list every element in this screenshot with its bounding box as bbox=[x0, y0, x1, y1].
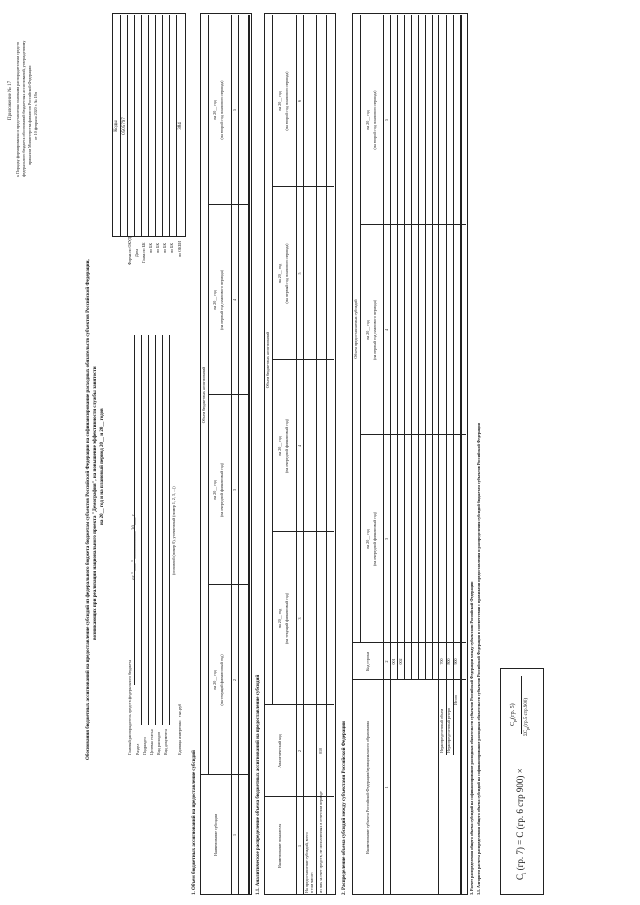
s2-num: 5 bbox=[384, 119, 389, 121]
s11-row-unexecuted-code: 010 bbox=[318, 748, 323, 754]
s1-col-name: Наименование субсидии bbox=[213, 814, 218, 856]
s1-col-y3-sub: (на второй год планового периода) bbox=[219, 80, 224, 140]
s11-col-y3: на 20__ год bbox=[277, 91, 282, 111]
s11-col-code: Аналитический код bbox=[277, 734, 282, 768]
s2-total: Итого bbox=[453, 694, 458, 705]
s2-reserve-code: 800 bbox=[446, 658, 451, 665]
formula-lhs bbox=[516, 768, 528, 880]
s2-num: 2 bbox=[384, 660, 389, 663]
s1-num: 2 bbox=[232, 679, 237, 681]
s11-col-name: Наименование показателя bbox=[277, 823, 282, 869]
s11-col-y1-sub: (на очередной финансовый год) bbox=[284, 418, 289, 474]
document-title: Обоснования бюджетных ассигнований на предоставление субсидий из федерального бюджета бюджетам субъектов Российской Федерации на софинансирование расходных обязательств субъектов Российской Федерации, bbox=[86, 259, 91, 760]
s2-col-y3: на 20__ год bbox=[365, 110, 370, 130]
s11-row-unexecuted: из них за счет средств, не исполненных в отчетном периоде bbox=[318, 791, 323, 893]
formula-sum: Σ bbox=[524, 733, 529, 736]
date-caption: (основной (номер 0), уточненный (номер 1, 2, 3, ...)) bbox=[171, 486, 176, 575]
s11-num: 2 bbox=[297, 750, 302, 752]
formula-denominator bbox=[524, 698, 530, 736]
table-row-line bbox=[272, 15, 273, 705]
razdel-code-label: по БК bbox=[148, 242, 153, 253]
codes-row-line bbox=[120, 15, 121, 237]
field-label-vid-rashodov: Вид расходов bbox=[156, 732, 161, 755]
s11-col-group: Объем бюджетных ассигнований bbox=[265, 331, 270, 389]
s1-col-group: Объем бюджетных ассигнований bbox=[201, 366, 206, 424]
table-row-line bbox=[404, 15, 405, 680]
codes-row-line bbox=[162, 15, 163, 237]
table-row-line bbox=[411, 15, 412, 680]
okei-value: 384 bbox=[178, 122, 183, 130]
okei-label: по ОКЕИ bbox=[177, 240, 182, 257]
s2-row-code: 001 bbox=[391, 658, 396, 665]
s2-col-y1-sub: (на очередной финансовый год) bbox=[372, 511, 377, 567]
s1-num: 3 bbox=[232, 489, 237, 491]
table-row-line bbox=[432, 15, 433, 680]
table-row-line bbox=[360, 15, 361, 643]
s1-col-y0: на 20__ год bbox=[212, 670, 217, 690]
field-line bbox=[134, 335, 135, 685]
s1-col-y0-sub: (на текущий финансовый год) bbox=[219, 654, 224, 706]
table-row-line bbox=[303, 15, 304, 895]
s1-col-y2-sub: (на первый год планового периода) bbox=[219, 270, 224, 330]
table-row-line bbox=[397, 15, 398, 680]
section3-subtitle: 3.1. Алгоритм расчета распределения общего объема субсидий на софинансирование расходных обязательств субъектов Российской Федерации в соответствии с правилами предоставления и распределения субсидий бюджетам субъектов Российской Федерации bbox=[476, 423, 481, 895]
appendix-line: приказом Министерства финансов Российской Федерации bbox=[27, 65, 32, 165]
glava-label: Глава по БК bbox=[141, 242, 146, 263]
formula-den-c: C bbox=[524, 729, 529, 734]
s11-col-y1: на 20__ год bbox=[277, 436, 282, 456]
section11-title: 1.1. Аналитическое распределение объема бюджетных ассигнований на предоставление субсидий bbox=[256, 674, 261, 895]
s11-row-total: На предоставление субсидий, всего bbox=[304, 832, 309, 893]
field-label-units: Единица измерения: bbox=[177, 720, 182, 755]
table-row-line bbox=[316, 15, 317, 895]
s11-num: 5 bbox=[297, 272, 302, 275]
formula-box bbox=[500, 668, 544, 895]
field-label-csr: Целевая статья bbox=[149, 729, 154, 755]
csr-code-label: по БК bbox=[162, 242, 167, 253]
table-row-line bbox=[460, 15, 462, 895]
s11-col-y2: на 20__ год bbox=[277, 263, 282, 284]
s1-col-y1-sub: (на очередной финансовый год) bbox=[219, 462, 224, 518]
document-date: от " ___ " ___________ 20___ г. bbox=[132, 513, 137, 580]
table-row-line bbox=[383, 15, 384, 895]
codes-row-line bbox=[134, 15, 135, 237]
section2-title: 2. Распределение объема субсидий между субъектами Российской Федерации bbox=[342, 721, 347, 895]
codes-row-line bbox=[176, 15, 177, 237]
formula-den-sub: рi bbox=[525, 726, 530, 730]
s2-num: 1 bbox=[384, 786, 389, 789]
units-value: тыс.руб bbox=[177, 703, 182, 717]
appendix-line: от 10 февраля 2020 г. № 18н bbox=[33, 92, 38, 140]
table-row-line bbox=[326, 15, 327, 895]
s1-col-y3: на 20__ год bbox=[212, 100, 217, 120]
formula-num-sub: рi bbox=[512, 718, 518, 722]
s2-row-code: 002 bbox=[398, 658, 403, 665]
s2-total-code: 900 bbox=[453, 658, 458, 665]
field-line bbox=[148, 335, 149, 725]
s2-num: 3 bbox=[384, 538, 389, 540]
codes-row-line bbox=[169, 15, 170, 237]
field-line bbox=[155, 335, 156, 725]
codes-row-line bbox=[127, 15, 128, 237]
s1-num: 1 bbox=[232, 834, 237, 836]
document-period: на 20__ год и на плановый период 20__ и 20__ годов bbox=[100, 408, 105, 525]
table-row-line bbox=[390, 15, 391, 895]
podrazdel-code-label: по БК bbox=[155, 242, 160, 253]
s11-col-y0: на 20__ год bbox=[277, 608, 282, 629]
field-line bbox=[162, 335, 163, 725]
formula-num-c: C bbox=[510, 721, 516, 726]
formula-den-end: (гр.5 стр.900) bbox=[524, 698, 529, 727]
field-line bbox=[169, 335, 170, 725]
document-title-line2: возникающих при реализации национального проекта "Демография", на повышение эффективности службы занятости bbox=[93, 366, 98, 640]
codes-row-line bbox=[155, 15, 156, 237]
s11-col-y3-sub: (на второй год планового периода) bbox=[284, 71, 289, 131]
appendix-line: федерального бюджета обоснований бюджетных ассигнований, утвержденному bbox=[21, 40, 26, 177]
okud-value: 0505797 bbox=[122, 117, 127, 135]
okud-label: Форма по ОКУД bbox=[127, 236, 132, 265]
section3-title: 3. Расчет распределения общего объема субсидий на софинансирование расходных обязательств субъектов Российской Федерации между субъектами Российской Федерации bbox=[469, 581, 474, 895]
s2-col-name: Наименование субъекта Российской Федерации/муниципального образования bbox=[365, 720, 370, 855]
s2-reserve: Нераспределенный резерв bbox=[446, 708, 451, 753]
s2-unallocated-code: 700 bbox=[439, 658, 444, 665]
s11-row-including: в том числе: bbox=[309, 872, 314, 893]
field-label-podrazdel: Подраздел bbox=[142, 737, 147, 755]
table-row-line bbox=[208, 15, 209, 775]
table-row-line bbox=[425, 15, 426, 680]
s11-col-y2-sub: (на первый год планового периода) bbox=[284, 243, 289, 304]
field-label-vid-dokumenta: Вид документа bbox=[163, 729, 168, 755]
s11-num: 4 bbox=[297, 445, 302, 447]
appendix-number: Приложение № 17 bbox=[8, 80, 13, 120]
s2-col-y2-sub: (на первый год планового периода) bbox=[372, 300, 377, 360]
codes-row-line bbox=[141, 15, 142, 237]
s2-col-group: Объем предоставляемых субсидий bbox=[353, 299, 358, 359]
s11-num: 3 bbox=[297, 617, 302, 620]
s11-num: 6 bbox=[297, 100, 302, 102]
codes-header: Коды bbox=[114, 120, 119, 132]
formula-fraction-bar bbox=[521, 676, 522, 734]
s2-num: 4 bbox=[384, 329, 389, 331]
s1-num: 5 bbox=[232, 109, 237, 111]
table-row-line bbox=[418, 15, 419, 680]
field-label-razdel: Раздел bbox=[135, 743, 140, 755]
field-label-gl-rasp: Главный распорядитель средств федерального бюджета bbox=[127, 660, 132, 755]
formula-c: C bbox=[515, 873, 525, 880]
table-row-line bbox=[296, 15, 297, 895]
date-label: Дата bbox=[134, 249, 139, 257]
s2-col-code: Код строки bbox=[365, 651, 370, 672]
s2-unallocated: Нераспределенный объем bbox=[439, 708, 444, 753]
vr-code-label: по БК bbox=[169, 242, 174, 253]
table-row-line bbox=[248, 15, 250, 895]
appendix-line: к Порядку формирования и представления главными распорядителями средств bbox=[15, 42, 20, 177]
table-row-line bbox=[238, 15, 239, 895]
formula-numerator bbox=[510, 703, 517, 726]
s11-col-y0-sub: (на текущий финансовый год) bbox=[284, 592, 289, 645]
s1-col-y2: на 20__ год bbox=[212, 290, 217, 310]
formula-i: i bbox=[522, 872, 528, 874]
s11-num: 1 bbox=[297, 845, 302, 847]
table-row-line bbox=[438, 15, 439, 895]
formula-body: (гр. 7) = C (гр. 6 стр 900) × bbox=[515, 768, 525, 871]
formula-num-tail: (гр. 5) bbox=[510, 703, 516, 719]
s2-col-y2: на 20__ год bbox=[365, 320, 370, 340]
s2-col-y1: на 20__ год bbox=[365, 529, 370, 549]
s2-col-y3-sub: (на второй год планового периода) bbox=[372, 90, 377, 150]
table-row-line bbox=[231, 15, 232, 895]
s1-num: 4 bbox=[232, 299, 237, 301]
section1-title: 1. Объем бюджетных ассигнований на предоставление субсидий bbox=[192, 750, 197, 895]
codes-row-line bbox=[148, 15, 149, 237]
s1-col-y1: на 20__ год bbox=[212, 480, 217, 500]
field-line bbox=[141, 335, 142, 725]
